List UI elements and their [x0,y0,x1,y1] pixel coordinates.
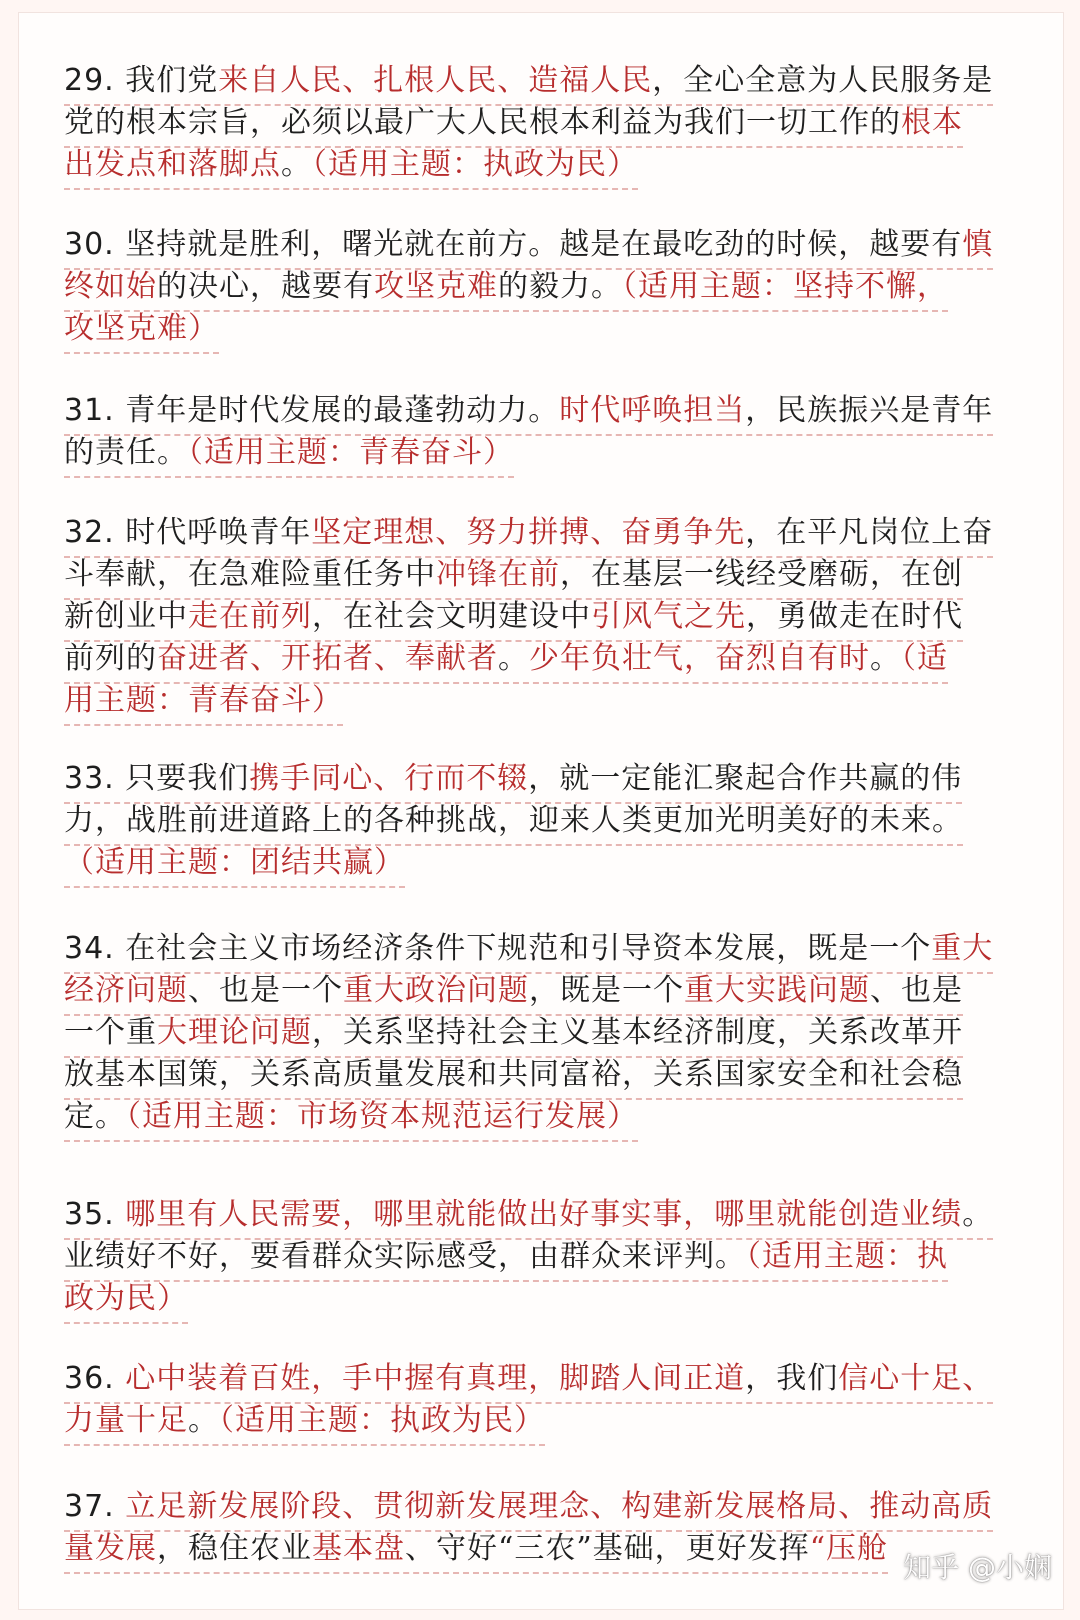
paragraph-32: 32. 时代呼唤青年坚定理想、努力拼搏、奋勇争先，在平凡岗位上奋 斗奉献，在急难险重任务中冲锋在前，在基层一线经受磨砺，在创 新创业中走在前列，在社会文明建设中引风气之先，勇做走在时代 前列的奋进者、开拓者、奉献者。少年负壮气，奋烈自有时。（适 用主题：青春奋斗） [64,512,1054,722]
paragraph-34: 34. 在社会主义市场经济条件下规范和引导资本发展，既是一个重大 经济问题、也是一个重大政治问题，既是一个重大实践问题、也是 一个重大理论问题，关系坚持社会主义基本经济制度，关系改革开 放基本国策，关系高质量发展和共同富裕，关系国家安全和社会稳 定。（适用主题：市场资本规范运行发展） [64,928,1054,1138]
topic-label: （适用主题：执政为民） [219,1403,545,1438]
paragraph-31: 31. 青年是时代发展的最蓬勃动力。时代呼唤担当，民族振兴是青年 的责任。（适用主题：青春奋斗） [64,390,1054,474]
topic-label: （适用主题：团结共赢） [64,845,405,880]
topic-label: （适用主题：坚持不懈， [622,269,948,304]
paragraph-33: 33. 只要我们携手同心、行而不辍，就一定能汇聚起合作共赢的伟 力，战胜前进道路上的各种挑战，迎来人类更加光明美好的未来。 （适用主题：团结共赢） [64,758,1054,884]
paragraph-29: 29. 我们党来自人民、扎根人民、造福人民，全心全意为人民服务是 党的根本宗旨，必须以最广大人民根本利益为我们一切工作的根本 出发点和落脚点。（适用主题：执政为民） [64,60,1054,186]
topic-label: （适用主题：执政为民） [312,147,638,182]
paragraph-36: 36. 心中装着百姓，手中握有真理，脚踏人间正道，我们信心十足、 力量十足。（适用主题：执政为民） [64,1358,1054,1442]
paragraph-30: 30. 坚持就是胜利，曙光就在前方。越是在最吃劲的时候，越要有慎 终如始的决心，越要有攻坚克难的毅力。（适用主题：坚持不懈， 攻坚克难） [64,224,1054,350]
topic-label: （适 [901,641,948,676]
topic-label: （适用主题：青春奋斗） [188,435,514,470]
topic-label: （适用主题：执 [746,1239,948,1274]
paragraph-35: 35. 哪里有人民需要，哪里就能做出好事实事，哪里就能创造业绩。 业绩好不好，要看群众实际感受，由群众来评判。（适用主题：执 政为民） [64,1194,1054,1320]
paragraph-37: 37. 立足新发展阶段、贯彻新发展理念、构建新发展格局、推动高质 量发展，稳住农业基本盘、守好“三农”基础，更好发挥“压舱 [64,1486,1054,1570]
topic-label: （适用主题：市场资本规范运行发展） [126,1099,638,1134]
zhihu-watermark: 知乎 @小娴 [903,1551,1052,1584]
